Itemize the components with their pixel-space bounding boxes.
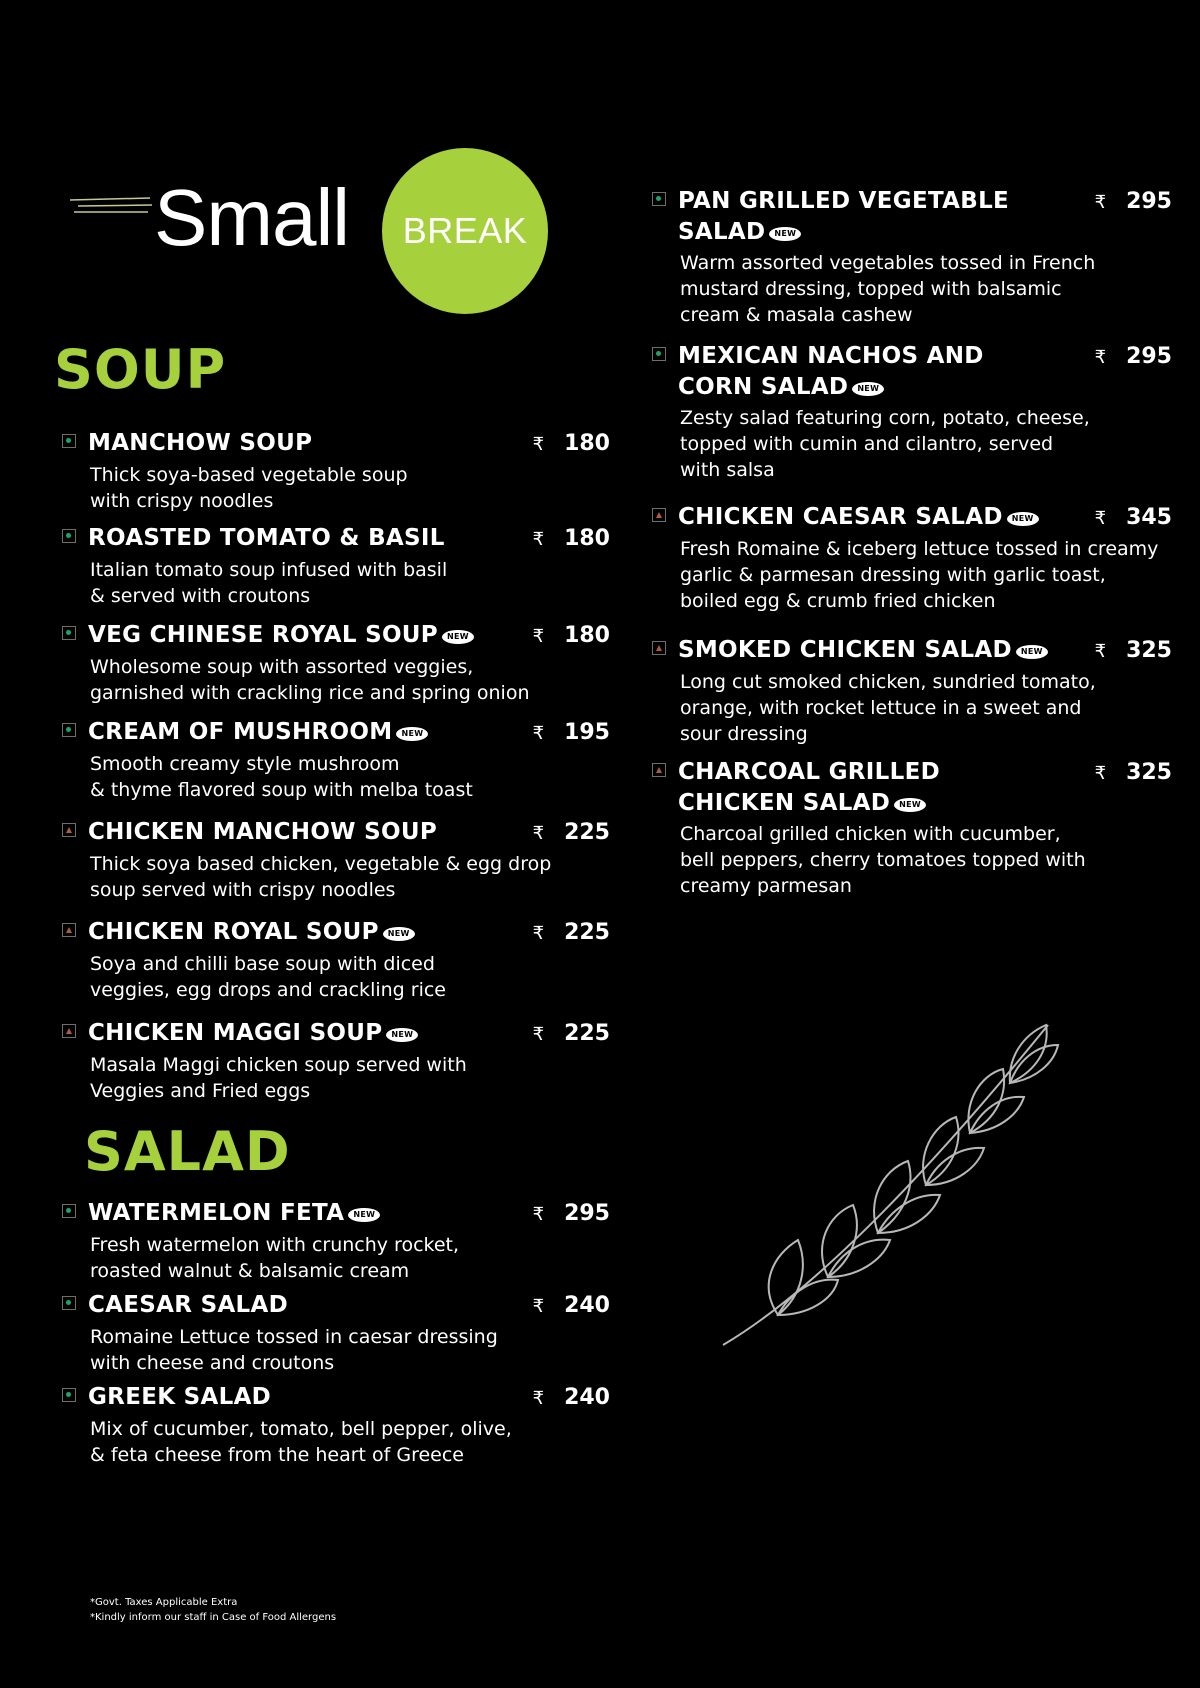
soup-item — [62, 620, 610, 706]
dish-price: ₹ 295 — [532, 1201, 610, 1226]
dish-price: ₹ 295 — [1094, 189, 1172, 214]
dish-name: CHICKEN MANCHOW SOUP — [88, 819, 438, 845]
dish-price: ₹ 180 — [532, 431, 610, 456]
salad-item — [652, 635, 1172, 747]
rupee-icon: ₹ — [532, 823, 545, 844]
brand-logo — [70, 148, 550, 328]
dish-name: ROASTED TOMATO & BASIL — [88, 525, 445, 551]
dish-description: Wholesome soup with assorted veggies, garnished with crackling rice and spring onion — [90, 656, 530, 704]
dish-name: CHARCOAL GRILLED CHICKEN SALAD NEW — [678, 759, 940, 816]
veg-mark-icon — [652, 192, 666, 206]
rupee-icon: ₹ — [532, 529, 545, 550]
brand-break: BREAK — [402, 210, 528, 251]
nonveg-mark-icon — [62, 823, 76, 837]
veg-mark-icon — [62, 1296, 76, 1310]
soup-item — [62, 717, 610, 803]
rupee-icon: ₹ — [532, 434, 545, 455]
new-badge: NEW — [769, 227, 801, 241]
new-badge: NEW — [348, 1208, 380, 1222]
salad-item — [62, 1290, 610, 1376]
rupee-icon: ₹ — [1094, 763, 1107, 784]
soup-item — [62, 917, 610, 1003]
salad-item — [652, 757, 1172, 899]
dish-name: MANCHOW SOUP — [88, 430, 313, 456]
rupee-icon: ₹ — [532, 723, 545, 744]
leaf-branch-illustration — [718, 1015, 1088, 1360]
brand-break-circle — [382, 148, 548, 314]
nonveg-mark-icon — [62, 1024, 76, 1038]
rupee-icon: ₹ — [532, 1024, 545, 1045]
dish-description: Long cut smoked chicken, sundried tomato, orange, with rocket lettuce in a sweet and sour dressing — [680, 671, 1096, 745]
nonveg-mark-icon — [62, 923, 76, 937]
rupee-icon: ₹ — [532, 1296, 545, 1317]
dish-description: Zesty salad featuring corn, potato, cheese, topped with cumin and cilantro, served with salsa — [680, 407, 1090, 481]
dish-description: Warm assorted vegetables tossed in French mustard dressing, topped with balsamic cream & masala cashew — [680, 252, 1096, 326]
dish-description: Fresh Romaine & iceberg lettuce tossed in creamy garlic & parmesan dressing with garlic toast, boiled egg & crumb fried chicken — [680, 538, 1159, 612]
dish-price: ₹ 225 — [532, 820, 610, 845]
new-badge: NEW — [396, 727, 428, 741]
dish-price: ₹ 240 — [532, 1385, 610, 1410]
dish-name: SMOKED CHICKEN SALAD NEW — [678, 635, 1095, 666]
new-badge: NEW — [852, 382, 884, 396]
veg-mark-icon — [62, 434, 76, 448]
dish-name: WATERMELON FETA NEW — [88, 1198, 533, 1229]
rupee-icon: ₹ — [1094, 192, 1107, 213]
dish-name: MEXICAN NACHOS AND CORN SALAD NEW — [678, 343, 984, 400]
salad-item — [62, 1382, 610, 1468]
veg-mark-icon — [62, 529, 76, 543]
rupee-icon: ₹ — [1094, 347, 1107, 368]
dish-name: GREEK SALAD — [88, 1384, 272, 1410]
rupee-icon: ₹ — [532, 1204, 545, 1225]
salad-item — [652, 186, 1172, 328]
footnote-allergens: *Kindly inform our staff in Case of Food Allergens — [90, 1612, 337, 1623]
dish-price: ₹ 225 — [532, 1021, 610, 1046]
new-badge: NEW — [1007, 512, 1039, 526]
dish-price: ₹ 180 — [532, 623, 610, 648]
brand-small: Small — [154, 173, 350, 262]
veg-mark-icon — [62, 1388, 76, 1402]
dish-name: VEG CHINESE ROYAL SOUP NEW — [88, 620, 533, 651]
soup-item — [62, 817, 610, 903]
dish-description: Soya and chilli base soup with diced veggies, egg drops and crackling rice — [90, 953, 446, 1001]
new-badge: NEW — [1016, 645, 1048, 659]
dish-price: ₹ 325 — [1094, 638, 1172, 663]
rupee-icon: ₹ — [1094, 641, 1107, 662]
salad-item — [652, 502, 1172, 614]
dish-description: Mix of cucumber, tomato, bell pepper, olive, & feta cheese from the heart of Greece — [90, 1418, 512, 1466]
dish-price: ₹ 240 — [532, 1293, 610, 1318]
veg-mark-icon — [62, 1204, 76, 1218]
veg-mark-icon — [62, 723, 76, 737]
new-badge: NEW — [894, 798, 926, 812]
speed-lines-icon — [70, 196, 160, 218]
dish-name: CAESAR SALAD — [88, 1292, 288, 1318]
dish-description: Fresh watermelon with crunchy rocket, roasted walnut & balsamic cream — [90, 1234, 460, 1282]
soup-item — [62, 1018, 610, 1104]
new-badge: NEW — [383, 927, 415, 941]
nonveg-mark-icon — [652, 641, 666, 655]
dish-description: Smooth creamy style mushroom & thyme flavored soup with melba toast — [90, 753, 473, 801]
dish-description: Thick soya-based vegetable soup with crispy noodles — [90, 464, 408, 512]
soup-item — [62, 428, 610, 514]
dish-price: ₹ 295 — [1094, 344, 1172, 369]
dish-description: Masala Maggi chicken soup served with Veggies and Fried eggs — [90, 1054, 467, 1102]
section-title-salad: SALAD — [84, 1120, 291, 1183]
rupee-icon: ₹ — [532, 923, 545, 944]
dish-name: CHICKEN MAGGI SOUP NEW — [88, 1018, 533, 1049]
dish-name: CHICKEN CAESAR SALAD NEW — [678, 502, 1095, 533]
rupee-icon: ₹ — [532, 1388, 545, 1409]
dish-name: PAN GRILLED VEGETABLE SALAD NEW — [678, 188, 1010, 245]
footnotes — [90, 1595, 336, 1625]
dish-description: Charcoal grilled chicken with cucumber, bell peppers, cherry tomatoes topped with creamy parmesan — [680, 823, 1086, 897]
dish-name: CHICKEN ROYAL SOUP NEW — [88, 917, 533, 948]
nonveg-mark-icon — [652, 508, 666, 522]
salad-item — [652, 341, 1172, 483]
dish-name: CREAM OF MUSHROOM NEW — [88, 717, 533, 748]
new-badge: NEW — [386, 1028, 418, 1042]
new-badge: NEW — [442, 630, 474, 644]
soup-item — [62, 523, 610, 609]
dish-price: ₹ 325 — [1094, 760, 1172, 785]
salad-item — [62, 1198, 610, 1284]
dish-price: ₹ 225 — [532, 920, 610, 945]
dish-description: Italian tomato soup infused with basil & served with croutons — [90, 559, 448, 607]
dish-description: Romaine Lettuce tossed in caesar dressing with cheese and croutons — [90, 1326, 498, 1374]
dish-description: Thick soya based chicken, vegetable & egg drop soup served with crispy noodles — [90, 853, 552, 901]
footnote-taxes: *Govt. Taxes Applicable Extra — [90, 1597, 238, 1608]
veg-mark-icon — [62, 626, 76, 640]
nonveg-mark-icon — [652, 763, 666, 777]
dish-price: ₹ 180 — [532, 526, 610, 551]
dish-price: ₹ 195 — [532, 720, 610, 745]
section-title-soup: SOUP — [54, 338, 227, 401]
dish-price: ₹ 345 — [1094, 505, 1172, 530]
rupee-icon: ₹ — [1094, 508, 1107, 529]
rupee-icon: ₹ — [532, 626, 545, 647]
veg-mark-icon — [652, 347, 666, 361]
